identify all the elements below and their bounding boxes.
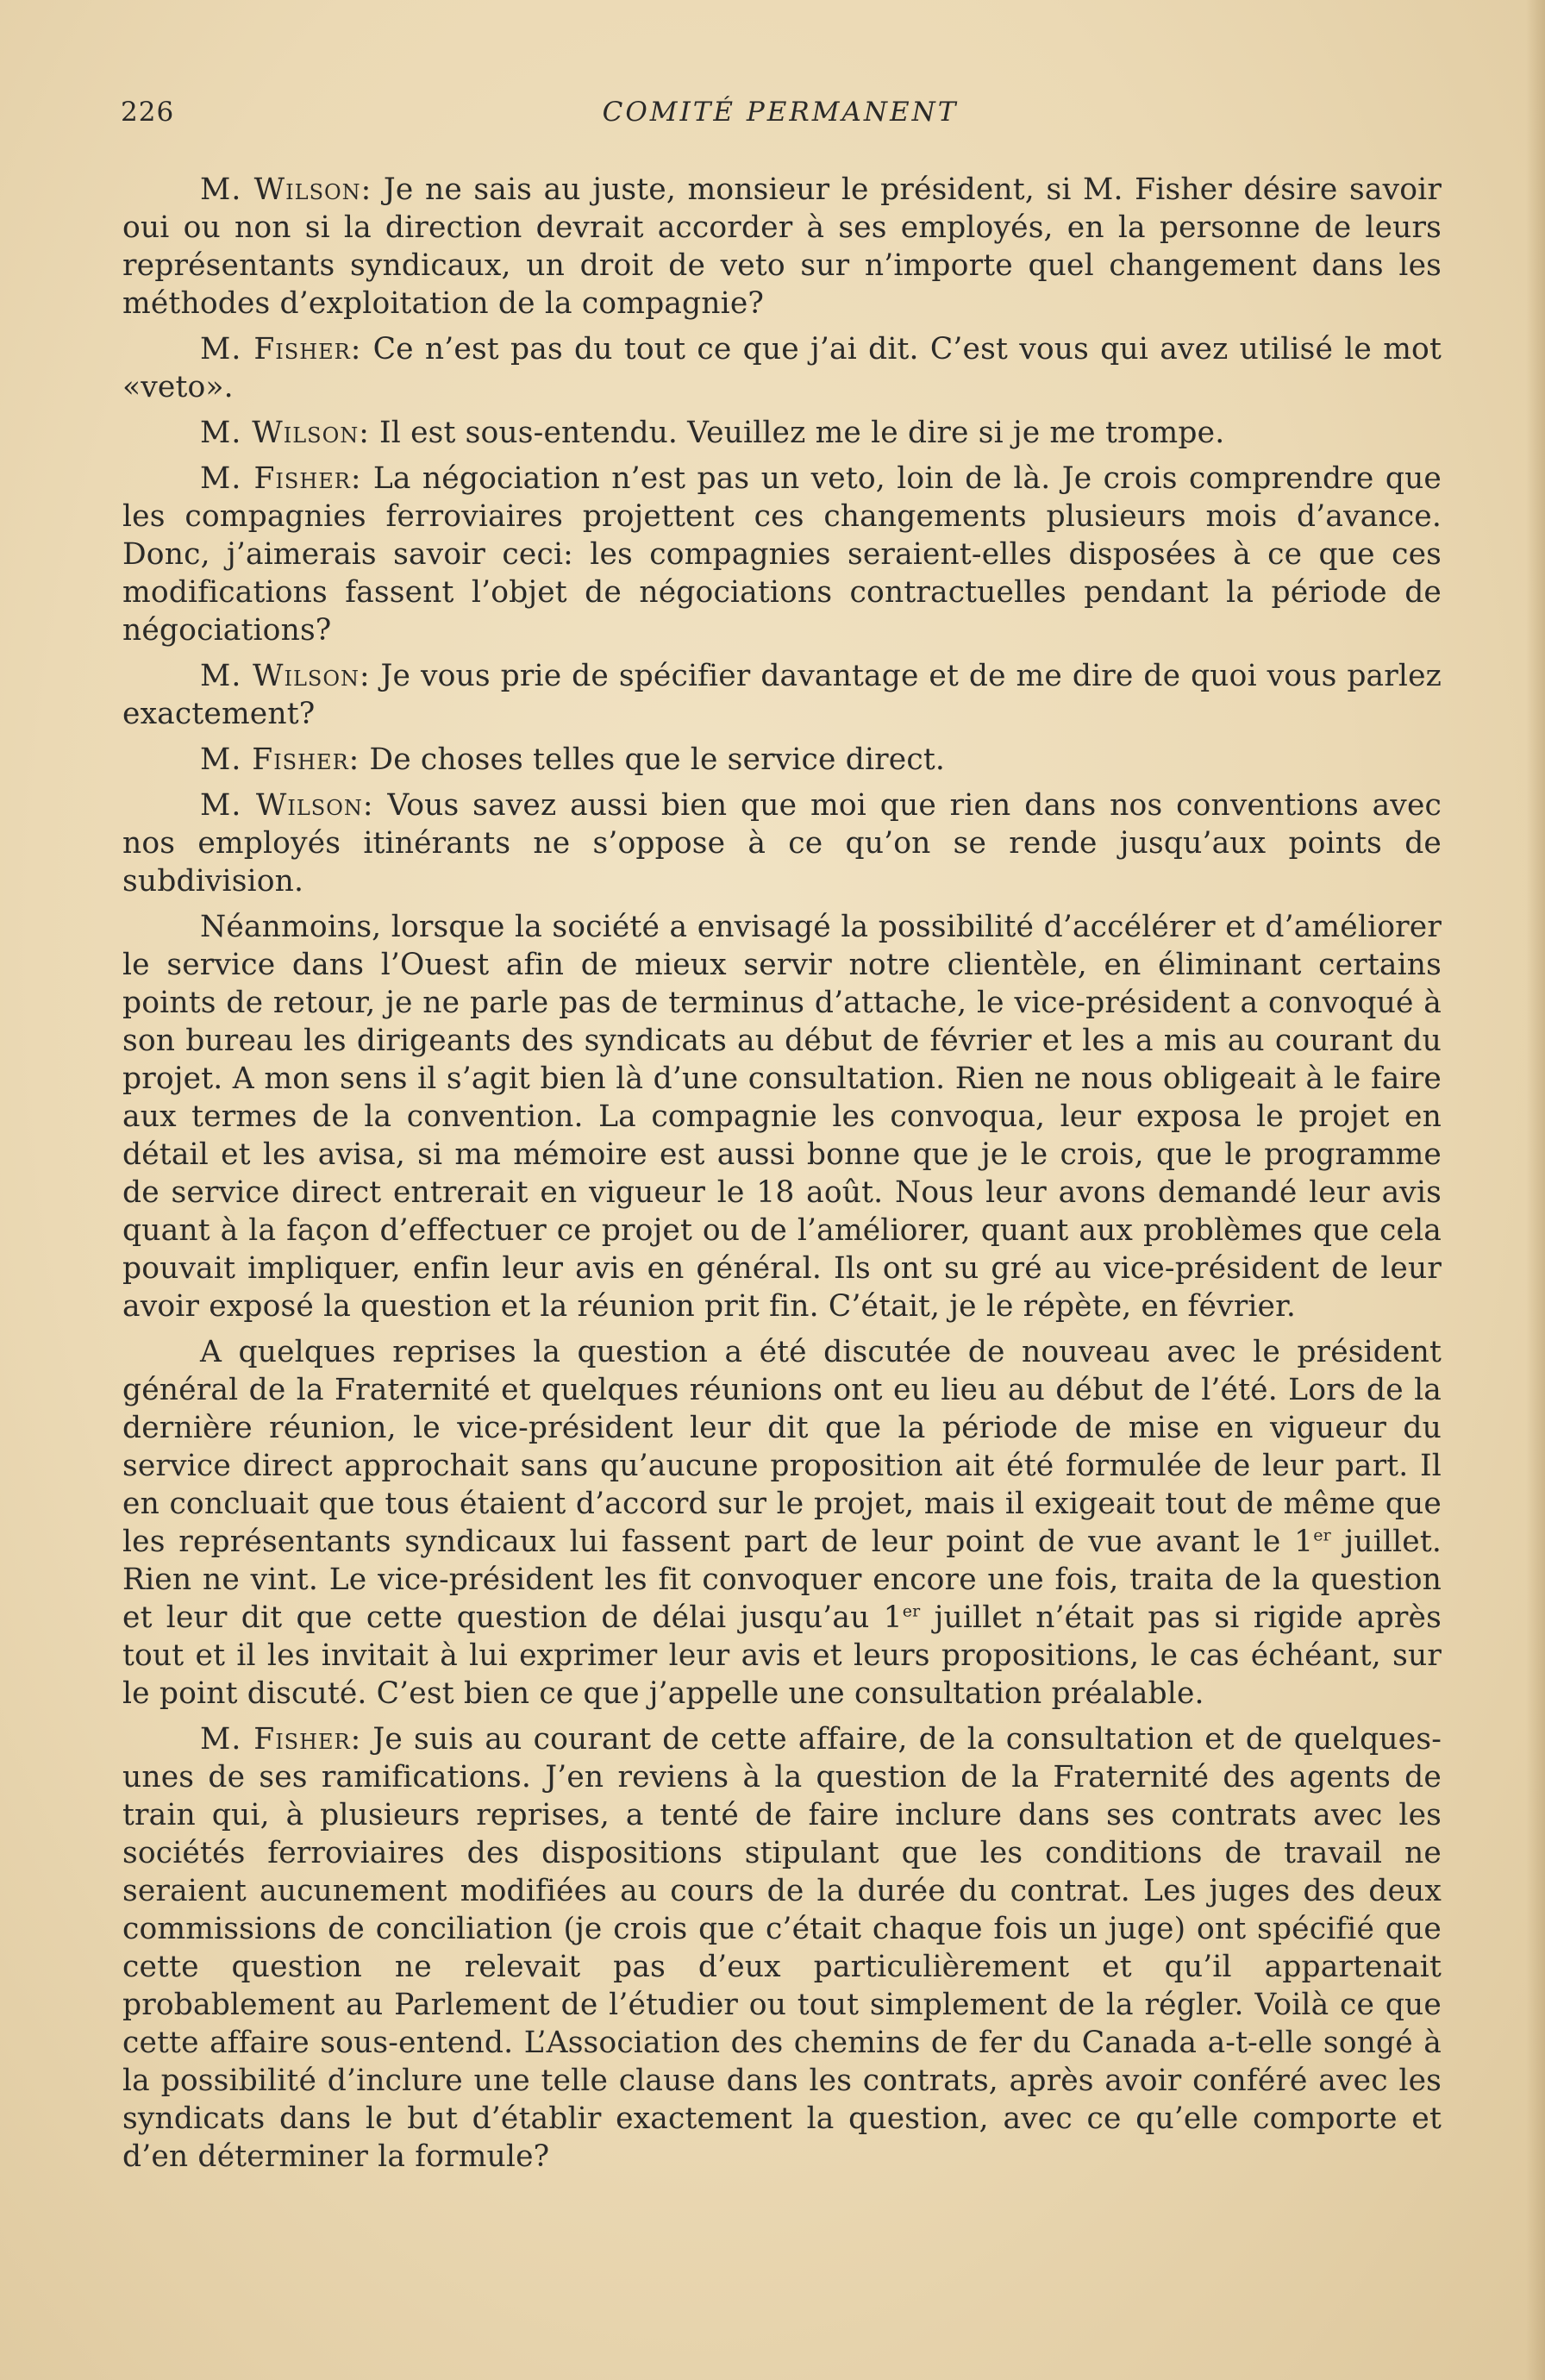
running-title: COMITÉ PERMANENT — [602, 97, 959, 128]
paragraph-fisher-3 — [122, 741, 1442, 779]
paragraph-wilson-4 — [122, 786, 1442, 900]
superscript-er: er — [1313, 1525, 1331, 1545]
paragraph-fisher-2 — [122, 460, 1442, 649]
speaker-label: M. Fisher: — [200, 332, 362, 366]
speaker-label: M. Wilson: — [200, 416, 370, 450]
speaker-label: M. Wilson: — [200, 659, 371, 693]
paragraph-text: Il est sous-entendu. Veuillez me le dire si je me trompe. — [369, 416, 1225, 450]
paragraph-fisher-4 — [122, 1720, 1442, 2176]
paragraph-text: A quelques reprises la question a été discutée de nouveau avec le président général de la Fraternité et quelques réunions ont eu lieu au début de l’été. Lors de la dernière réunion, le vice-président leur dit que la période de mise en vigueur du service direct approchait sans qu’aucune proposition ait été formulée de leur part. Il en concluait que tous étaient d’accord sur le projet, mais il exigeait tout de même que les représentants syndicaux lui fassent part de leur point de vue avant le 1 — [122, 1335, 1442, 1559]
speaker-label: M. Wilson: — [200, 788, 374, 823]
paragraph-text: Je suis au courant de cette affaire, de la consultation et de quelques-unes de ses ramifications. J’en reviens à la question de la Fraternité des agents de train qui, à plusieurs reprises, a tenté de faire inclure dans ses contrats avec les sociétés ferroviaires des dispositions stipulant que les conditions de travail ne seraient aucunement modifiées au cours de la durée du contrat. Les juges des deux commissions de conciliation (je crois que c’était chaque fois un juge) ont spécifié que cette question ne relevait pas d’eux particulièrement et qu’il appartenait probablement au Parlement de l’étudier ou tout simplement de la régler. Voilà ce que cette affaire sous-entend. L’Association des chemins de fer du Canada a-t-elle songé à la possibilité d’inclure une telle clause dans les contrats, après avoir conféré avec les syndicats dans le but d’établir exactement la question, avec ce qu’elle comporte et d’en déterminer la formule? — [122, 1722, 1442, 2174]
paragraph-text: Je vous prie de spécifier davantage et de me dire de quoi vous parlez exactement? — [122, 659, 1442, 731]
body-text — [122, 171, 1442, 2183]
paragraph-fisher-1 — [122, 330, 1442, 406]
superscript-er: er — [902, 1601, 921, 1621]
paragraph-text: juillet. Rien ne vint. Le vice-président les fit convoquer encore une fois, traita de la question et leur dit que cette question de délai jusqu’au 1 — [122, 1525, 1442, 1635]
paragraph-wilson-1 — [122, 171, 1442, 323]
paragraph-text: juillet n’était pas si rigide après tout et il les invitait à lui exprimer leur avis et leurs propositions, le cas échéant, sur le point discuté. C’est bien ce que j’appelle une consultation préalable. — [122, 1600, 1442, 1711]
page-edge-shadow — [1526, 0, 1545, 2380]
speaker-label: M. Wilson: — [200, 172, 372, 207]
speaker-label: M. Fisher: — [200, 1722, 362, 1757]
speaker-label: M. Fisher: — [200, 461, 362, 496]
paragraph-wilson-2 — [122, 414, 1442, 452]
paragraph-wilson-3 — [122, 657, 1442, 733]
speaker-label: M. Fisher: — [200, 742, 360, 777]
paragraph-text: Vous savez aussi bien que moi que rien dans nos conventions avec nos employés itinérants ne s’oppose à ce qu’on se rende jusqu’aux points de subdivision. — [122, 788, 1442, 899]
paragraph-wilson-continued-2 — [122, 1333, 1442, 1713]
page-number: 226 — [121, 97, 175, 128]
paragraph-wilson-continued-1 — [122, 908, 1442, 1325]
paragraph-text: Néanmoins, lorsque la société a envisagé la possibilité d’accélérer et d’améliorer le service dans l’Ouest afin de mieux servir notre clientèle, en éliminant certains points de retour, je ne parle pas de terminus d’attache, le vice-président a convoqué à son bureau les dirigeants des syndicats au début de février et les a mis au courant du projet. A mon sens il s’agit bien là d’une consultation. Rien ne nous obligeait à le faire aux termes de la convention. La compagnie les convoqua, leur exposa le projet en détail et les avisa, si ma mémoire est aussi bonne que je le crois, que le programme de service direct entrerait en vigueur le 18 août. Nous leur avons demandé leur avis quant à la façon d’effectuer ce projet ou de l’améliorer, quant aux problèmes que cela pouvait impliquer, enfin leur avis en général. Ils ont su gré au vice-président de leur avoir exposé la question et la réunion prit fin. C’était, je le répète, en février. — [122, 910, 1442, 1324]
paragraph-text: La négociation n’est pas un veto, loin de là. Je crois comprendre que les compagnies ferroviaires projettent ces changements plusieurs mois d’avance. Donc, j’aimerais savoir ceci: les compagnies seraient-elles disposées à ce que ces modifications fassent l’objet de négociations contractuelles pendant la période de négociations? — [122, 461, 1442, 648]
paragraph-text: Ce n’est pas du tout ce que j’ai dit. C’est vous qui avez utilisé le mot «veto». — [122, 332, 1442, 404]
paragraph-text: Je ne sais au juste, monsieur le président, si M. Fisher désire savoir oui ou non si la direction devrait accorder à ses employés, en la personne de leurs représentants syndicaux, un droit de veto sur n’importe quel changement dans les méthodes d’exploitation de la compagnie? — [122, 172, 1442, 321]
page-header — [121, 97, 1440, 140]
paragraph-text: De choses telles que le service direct. — [360, 742, 945, 777]
